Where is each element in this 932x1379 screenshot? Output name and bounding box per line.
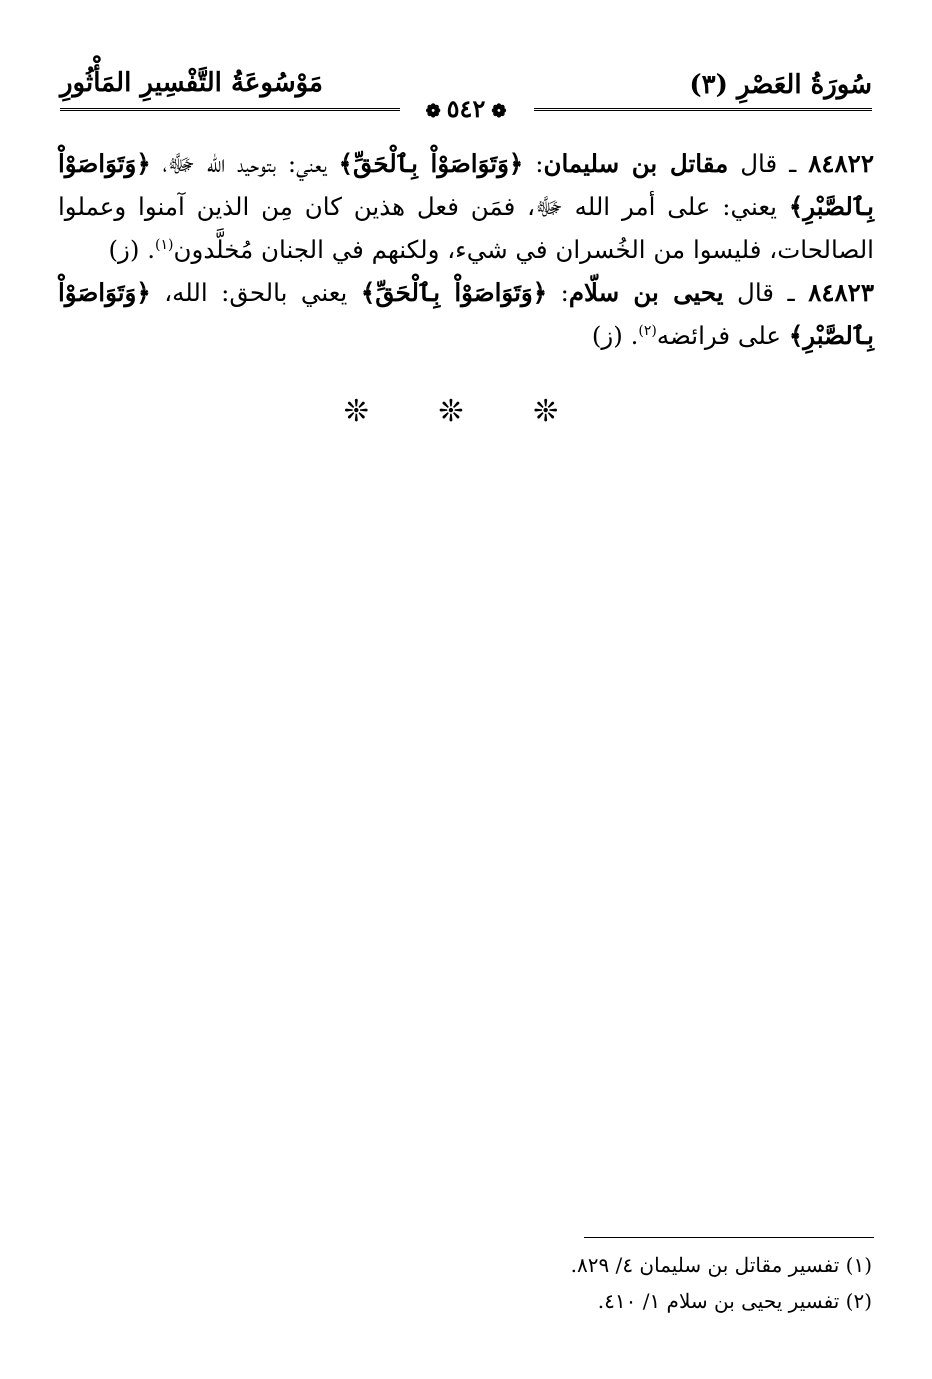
- footnote-rule: [584, 1237, 874, 1238]
- book-title: مَوْسُوعَةُ التَّفْسِيرِ المَأْثُورِ: [60, 68, 323, 98]
- entry-text: :: [523, 149, 544, 178]
- footnotes: [272, 1247, 872, 1319]
- entry-text: ـ قال: [723, 278, 809, 307]
- entry-text: . (ز): [591, 321, 639, 350]
- footnote-2: (٢) تفسير يحيى بن سلام ١/ ٤١٠.: [597, 1289, 872, 1313]
- entry-text: على فرائضه: [656, 321, 789, 350]
- ornament-icon: ❁: [425, 101, 441, 122]
- entry-text: :: [547, 278, 569, 307]
- entry-number: ٨٤٨٢٣: [808, 278, 874, 307]
- entry-text: يعني: بتوحيد الله ﷻ،: [150, 149, 339, 178]
- page-number: ٥٤٢: [446, 94, 486, 123]
- ornament-icon: ❁: [491, 101, 507, 122]
- entry-84823: [58, 271, 874, 357]
- entry-author: يحيى بن سلّام: [568, 278, 724, 307]
- surah-title: سُورَةُ العَصْرِ (٣): [689, 70, 872, 100]
- entry-author: مقاتل بن سليمان: [543, 149, 729, 178]
- entry-text: يعني: على أمر الله ﷻ، فمَن فعل هذين كان مِن الذين آمنوا وعملوا الصالحات، فليسوا من الخُسران في شيء، ولكنهم في الجنان مُخلَّدون: [58, 192, 874, 264]
- entry-text: يعني بالحق: الله،: [150, 278, 361, 307]
- footnote-1: (١) تفسير مقاتل بن سليمان ٤/ ٨٢٩.: [570, 1253, 872, 1277]
- quran-quote: ﴿وَتَوَاصَوْاْ بِٱلْحَقِّ﴾: [338, 149, 524, 178]
- quran-quote: ﴿وَتَوَاصَوْاْ بِٱلصَّبْرِ﴾: [58, 278, 874, 350]
- entry-text: . (ز): [108, 235, 156, 264]
- entry-number: ٨٤٨٢٢: [808, 149, 874, 178]
- page-number-wrap: [60, 94, 872, 123]
- entry-text: ـ قال: [728, 149, 809, 178]
- entry-84822: [58, 142, 874, 271]
- footnote-ref: (٢): [638, 322, 657, 339]
- section-separator: ❊ ❊ ❊: [343, 394, 589, 429]
- page-header: [60, 62, 872, 122]
- main-text: [58, 142, 874, 357]
- quran-quote: ﴿وَتَوَاصَوْاْ بِٱلصَّبْرِ﴾: [58, 149, 874, 221]
- footnote-ref: (١): [155, 236, 174, 253]
- quran-quote: ﴿وَتَوَاصَوْاْ بِٱلْحَقِّ﴾: [360, 278, 548, 307]
